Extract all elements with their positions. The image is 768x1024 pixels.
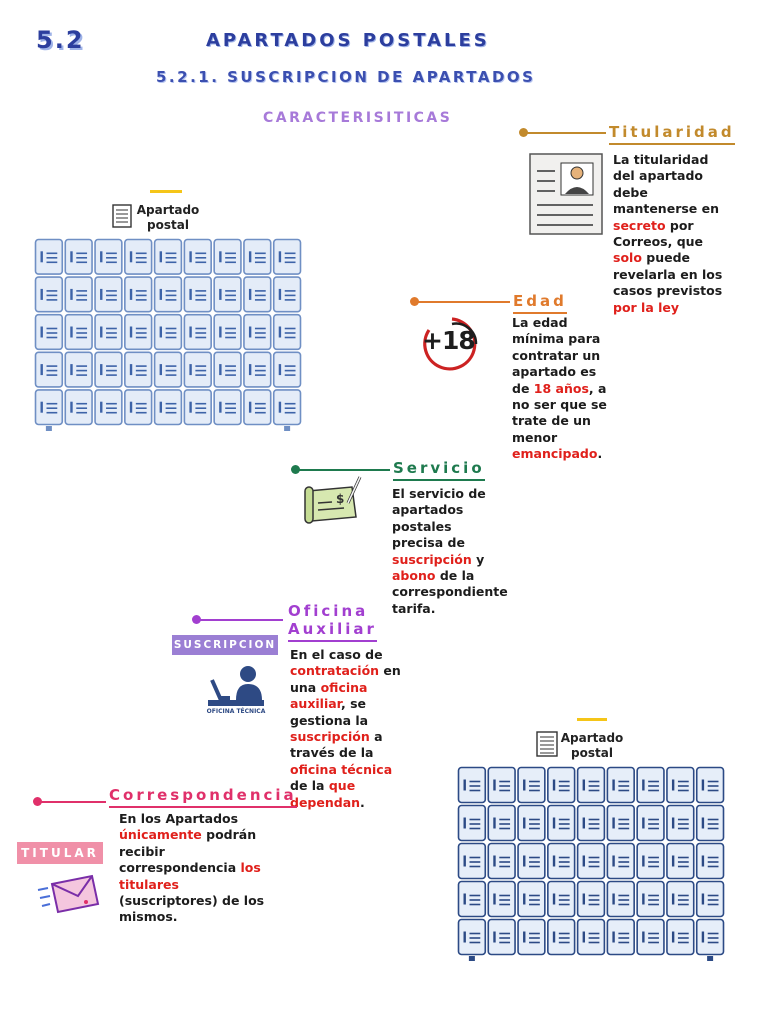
correspondencia-text bbox=[119, 811, 265, 926]
edad-heading: Edad bbox=[513, 292, 567, 314]
mailbox-locker bbox=[459, 806, 486, 841]
highlight-text: oficina auxiliar bbox=[290, 679, 368, 712]
highlight-text: contratación bbox=[290, 663, 380, 679]
mailbox-locker bbox=[65, 277, 92, 312]
highlight-text: que dependan bbox=[290, 778, 361, 810]
mailbox-locker bbox=[637, 920, 664, 955]
correspondencia-heading: Correspondencia bbox=[109, 786, 297, 808]
mailbox-locker bbox=[65, 315, 92, 350]
mailbox-locker bbox=[488, 882, 515, 917]
edad-text bbox=[512, 315, 608, 463]
mailbox-label-line: postal bbox=[571, 746, 613, 760]
oficina-heading bbox=[288, 602, 377, 642]
mailbox-locker bbox=[244, 352, 271, 387]
mailbox-locker bbox=[274, 277, 301, 312]
titularidad-text bbox=[613, 152, 725, 316]
envelope-icon bbox=[36, 872, 100, 916]
mailbox-locker bbox=[667, 844, 694, 879]
mailbox-locker bbox=[459, 844, 486, 879]
titularidad-heading: Titularidad bbox=[609, 123, 735, 145]
mailbox-locker bbox=[36, 315, 63, 350]
svg-text:$: $ bbox=[336, 492, 345, 506]
mailbox-locker bbox=[274, 315, 301, 350]
mailbox-label-top bbox=[134, 203, 202, 233]
mailbox-locker bbox=[214, 240, 241, 275]
mailbox-locker bbox=[667, 882, 694, 917]
highlight-text: los titulares bbox=[119, 860, 261, 892]
page-subtitle: 5.2.1. SUSCRIPCION DE APARTADOS bbox=[156, 68, 536, 86]
mailbox-locker bbox=[518, 768, 545, 803]
body-text: de la correspondiente tarifa. bbox=[392, 568, 508, 616]
highlight-text: solo bbox=[613, 250, 642, 266]
mailbox-locker bbox=[274, 240, 301, 275]
mailbox-locker bbox=[548, 844, 575, 879]
body-text: , se gestiona la bbox=[290, 696, 369, 728]
mailbox-locker bbox=[548, 806, 575, 841]
mailbox-locker bbox=[36, 277, 63, 312]
mailbox-locker bbox=[518, 882, 545, 917]
mailbox-label-bottom bbox=[558, 731, 626, 761]
locker-foot bbox=[284, 426, 290, 431]
mailbox-locker bbox=[607, 920, 634, 955]
mailbox-locker bbox=[184, 277, 211, 312]
mailbox-locker bbox=[697, 920, 724, 955]
timeline-line bbox=[199, 619, 283, 621]
mailbox-locker bbox=[637, 768, 664, 803]
mailbox-locker bbox=[65, 390, 92, 425]
mailbox-locker bbox=[155, 390, 182, 425]
mailbox-locker bbox=[244, 277, 271, 312]
highlight-text: 18 años bbox=[533, 380, 589, 396]
age-badge: +18 bbox=[422, 326, 475, 355]
document-user-icon bbox=[529, 153, 603, 235]
mailbox-locker bbox=[548, 882, 575, 917]
timeline-line bbox=[298, 469, 390, 471]
mailbox-locker bbox=[488, 920, 515, 955]
highlight-text: suscripción bbox=[392, 551, 472, 567]
mailbox-locker bbox=[155, 315, 182, 350]
mailbox-locker bbox=[607, 882, 634, 917]
office-icon-caption: OFICINA TÉCNICA bbox=[206, 708, 266, 715]
mailbox-icon bbox=[112, 204, 132, 228]
mailbox-locker bbox=[637, 882, 664, 917]
mailbox-grid-top bbox=[34, 238, 302, 432]
mailbox-label-line: Apartado bbox=[136, 203, 200, 217]
mailbox-locker bbox=[578, 844, 605, 879]
body-text: puede revelarla en los casos previstos bbox=[613, 250, 723, 299]
mailbox-locker bbox=[65, 352, 92, 387]
mailbox-locker bbox=[607, 844, 634, 879]
mailbox-locker bbox=[65, 240, 92, 275]
body-text: El servicio de apartados postales precisa de bbox=[392, 486, 486, 551]
mailbox-locker bbox=[548, 920, 575, 955]
mailbox-locker bbox=[125, 315, 152, 350]
mailbox-locker bbox=[184, 352, 211, 387]
mailbox-locker bbox=[518, 844, 545, 879]
heading-line: Auxiliar bbox=[288, 620, 377, 638]
mailbox-locker bbox=[607, 768, 634, 803]
mailbox-label-line: postal bbox=[147, 218, 189, 232]
mailbox-locker bbox=[697, 882, 724, 917]
mailbox-locker bbox=[459, 768, 486, 803]
highlight-text: únicamente bbox=[119, 827, 202, 843]
mailbox-locker bbox=[488, 806, 515, 841]
mailbox-locker bbox=[95, 390, 122, 425]
timeline-line bbox=[417, 301, 510, 303]
mailbox-locker bbox=[244, 315, 271, 350]
mailbox-locker bbox=[95, 240, 122, 275]
locker-foot bbox=[46, 426, 52, 431]
mailbox-icon bbox=[536, 731, 558, 757]
mailbox-locker bbox=[125, 277, 152, 312]
heading-line: Oficina bbox=[288, 602, 369, 620]
mailbox-locker bbox=[214, 352, 241, 387]
body-text: a través de la bbox=[290, 729, 383, 761]
mailbox-locker bbox=[155, 277, 182, 312]
body-text: de la bbox=[290, 778, 329, 794]
body-text: . bbox=[597, 446, 603, 462]
mailbox-locker bbox=[667, 768, 694, 803]
yellow-accent-bar bbox=[150, 190, 182, 193]
mailbox-locker bbox=[125, 352, 152, 387]
suscripcion-pill: SUSCRIPCION bbox=[172, 635, 278, 655]
mailbox-locker bbox=[214, 277, 241, 312]
mailbox-locker bbox=[214, 315, 241, 350]
mailbox-locker bbox=[488, 844, 515, 879]
mailbox-locker bbox=[184, 240, 211, 275]
mailbox-locker bbox=[548, 768, 575, 803]
body-text: por Correos, que bbox=[613, 217, 704, 250]
mailbox-locker bbox=[155, 240, 182, 275]
highlight-text: emancipado bbox=[512, 446, 598, 462]
highlight-text: abono bbox=[392, 568, 436, 584]
mailbox-locker bbox=[95, 277, 122, 312]
check-payment-icon bbox=[302, 473, 366, 525]
mailbox-locker bbox=[125, 240, 152, 275]
body-text: La titularidad del apartado debe mantenerse en bbox=[613, 152, 719, 217]
mailbox-locker bbox=[274, 352, 301, 387]
locker-foot bbox=[469, 956, 475, 961]
section-heading: CARACTERISITICAS bbox=[263, 110, 453, 126]
highlight-text: oficina técnica bbox=[290, 761, 393, 777]
page-title: APARTADOS POSTALES bbox=[206, 30, 490, 51]
mailbox-locker bbox=[667, 806, 694, 841]
mailbox-grid-bottom bbox=[457, 766, 725, 962]
mailbox-locker bbox=[36, 390, 63, 425]
body-text: y bbox=[471, 551, 485, 567]
body-text: . bbox=[360, 794, 365, 810]
mailbox-locker bbox=[95, 315, 122, 350]
timeline-line bbox=[40, 801, 106, 803]
locker-foot bbox=[707, 956, 713, 961]
mailbox-locker bbox=[184, 390, 211, 425]
mailbox-locker bbox=[36, 240, 63, 275]
mailbox-locker bbox=[125, 390, 152, 425]
mailbox-locker bbox=[697, 806, 724, 841]
mailbox-locker bbox=[637, 806, 664, 841]
mailbox-locker bbox=[244, 390, 271, 425]
mailbox-locker bbox=[274, 390, 301, 425]
body-text: , a no ser que se trate de un menor bbox=[512, 380, 607, 445]
mailbox-locker bbox=[184, 315, 211, 350]
body-text: podrán recibir correspondencia bbox=[119, 827, 257, 876]
highlight-text: secreto bbox=[613, 217, 666, 233]
highlight-text: suscripción bbox=[290, 729, 370, 745]
titular-pill: TITULAR bbox=[17, 842, 103, 864]
highlight-text: por la ley bbox=[613, 299, 680, 315]
servicio-text bbox=[392, 486, 508, 617]
mailbox-label-line: Apartado bbox=[560, 731, 624, 745]
mailbox-locker bbox=[214, 390, 241, 425]
mailbox-locker bbox=[244, 240, 271, 275]
mailbox-locker bbox=[518, 806, 545, 841]
body-text: La edad mínima para contratar un apartado es de bbox=[512, 315, 601, 396]
body-text: En el caso de bbox=[290, 647, 383, 662]
mailbox-locker bbox=[488, 768, 515, 803]
mailbox-locker bbox=[459, 882, 486, 917]
body-text: (suscriptores) de los mismos. bbox=[119, 893, 265, 925]
mailbox-locker bbox=[637, 844, 664, 879]
mailbox-locker bbox=[607, 806, 634, 841]
oficina-text bbox=[290, 647, 402, 811]
mailbox-locker bbox=[578, 882, 605, 917]
mailbox-locker bbox=[518, 920, 545, 955]
servicio-heading: Servicio bbox=[393, 459, 485, 481]
mailbox-locker bbox=[155, 352, 182, 387]
body-text: En los Apartados bbox=[119, 811, 239, 826]
body-text: en una bbox=[290, 663, 401, 695]
mailbox-locker bbox=[578, 768, 605, 803]
mailbox-locker bbox=[95, 352, 122, 387]
mailbox-locker bbox=[697, 768, 724, 803]
mailbox-locker bbox=[578, 920, 605, 955]
yellow-accent-bar bbox=[577, 718, 607, 721]
mailbox-locker bbox=[36, 352, 63, 387]
mailbox-locker bbox=[578, 806, 605, 841]
mailbox-locker bbox=[697, 844, 724, 879]
section-number: 5.2 bbox=[36, 26, 85, 54]
timeline-line bbox=[526, 132, 606, 134]
mailbox-locker bbox=[667, 920, 694, 955]
mailbox-locker bbox=[459, 920, 486, 955]
